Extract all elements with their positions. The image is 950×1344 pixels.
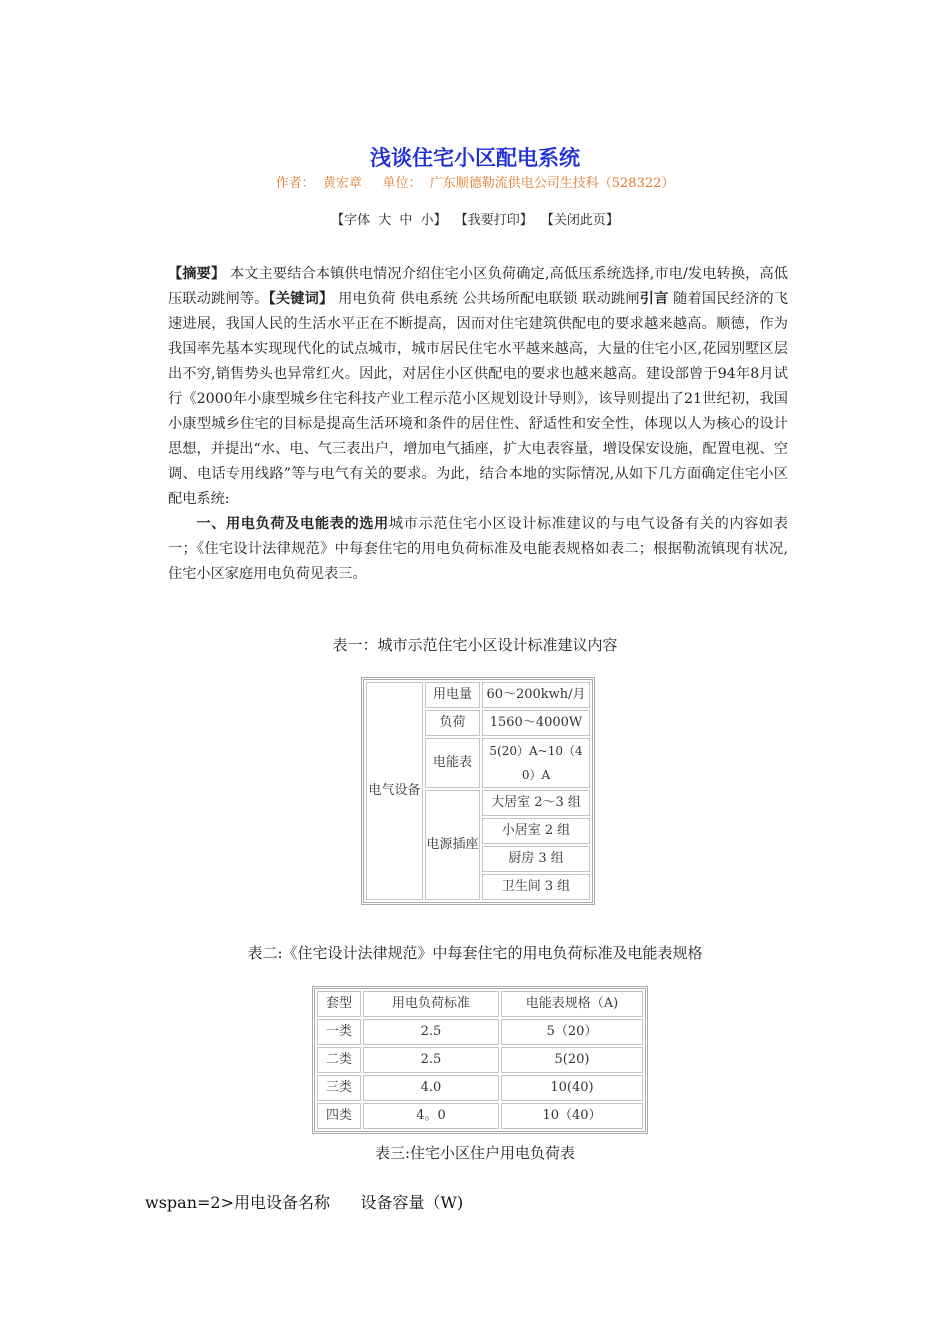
table1-caption: 表一：城市示范住宅小区设计标准建议内容 (332, 636, 618, 654)
table2 (312, 986, 648, 1134)
table2-cell: 4。0 (363, 1103, 499, 1129)
table1-socket-item: 卫生间 3 组 (482, 874, 590, 900)
abstract-paragraph (168, 262, 788, 512)
table2-cell: 5（20） (501, 1019, 643, 1045)
table2-cell: 2.5 (363, 1019, 499, 1045)
table1 (361, 677, 595, 905)
intro-text: 随着国民经济的飞速进展，我国人民的生活水平正在不断提高，因而对住宅建筑供配电的要求越来越高。顺德，作为我国率先基本实现现代化的试点城市，城市居民住宅水平越来越高，大量的住宅小区,花园别墅区层出不穷,销售势头也异常红火。因此，对居住小区供配电的要求也越来越高。建设部曾于94年8月试行《2000年小康型城乡住宅科技产业工程示范小区规划设计导则》，该导则提出了21世纪初，我国小康型城乡住宅的目标是提高生活环境和条件的居住性、舒适性和安全性，体现以人为核心的设计思想，并提出“水、电、气三表出户，增加电气插座，扩大电表容量，增设保安设施，配置电视、空调、电话专用线路”等与电气有关的要求。为此，结合本地的实际情况,从如下几方面确定住宅小区配电系统: (168, 291, 788, 507)
table1-row-label: 电能表 (425, 738, 480, 788)
table-row (317, 1019, 643, 1045)
table-row (317, 1047, 643, 1073)
table2-cell: 5(20) (501, 1047, 643, 1073)
table2-header-cell: 用电负荷标准 (363, 991, 499, 1017)
print-link[interactable]: 【我要打印】 (454, 213, 533, 228)
font-large-link[interactable]: 大 (378, 213, 392, 228)
table3-caption: 表三:住宅小区住户用电负荷表 (374, 1144, 576, 1162)
table2-header-row (317, 991, 643, 1017)
table1-group-cell: 电气设备 (366, 682, 423, 900)
section1-text: 城市示范住宅小区设计标准建议的与电气设备有关的内容如表一；《住宅设计法律规范》中每套住宅的用电负荷标准及电能表规格如表二；根据勒流镇现有状况,住宅小区家庭用电负荷见表三。 (168, 516, 788, 582)
table2-caption: 表二:《住宅设计法律规范》中每套住宅的用电负荷标准及电能表规格 (247, 944, 703, 962)
table1-row-value: 5(20）A~10（40）A (482, 738, 590, 788)
table2-cell: 4.0 (363, 1075, 499, 1101)
section1-paragraph (168, 512, 788, 587)
section1-heading: 一、用电负荷及电能表的选用 (196, 516, 389, 532)
table1-row-value: 60～200kwh/月 (482, 682, 590, 708)
table2-cell: 四类 (317, 1103, 361, 1129)
table2-cell: 二类 (317, 1047, 361, 1073)
keywords-text: 用电负荷 供电系统 公共场所配电联锁 联动跳闸 (333, 291, 640, 307)
table3-header-fragment: wspan=2>用电设备名称 设备容量（W) (145, 1193, 464, 1212)
table1-socket-item: 小居室 2 组 (482, 818, 590, 844)
table2-cell: 一类 (317, 1019, 361, 1045)
table1-socket-item: 大居室 2～3 组 (482, 790, 590, 816)
article-body (168, 262, 788, 587)
font-medium-link[interactable]: 中 (399, 213, 413, 228)
table2-cell: 2.5 (363, 1047, 499, 1073)
table1-row-label: 用电量 (425, 682, 480, 708)
abstract-text: 本文主要结合本镇供电情况介绍住宅小区负荷确定,高低压系统选择,市电/发电转换，高低压联动跳闸等。 (168, 266, 788, 307)
page-toolbar (0, 209, 950, 228)
table1-socket-item: 厨房 3 组 (482, 846, 590, 872)
page-title: 浅谈住宅小区配电系统 (370, 146, 580, 170)
table2-cell: 三类 (317, 1075, 361, 1101)
table1-row-label: 负荷 (425, 710, 480, 736)
table1-socket-label: 电源插座 (425, 790, 480, 900)
table2-cell: 10(40) (501, 1075, 643, 1101)
table2-header-cell: 电能表规格（A) (501, 991, 643, 1017)
font-small-link[interactable]: 小】 (420, 213, 447, 228)
table-row (317, 1103, 643, 1129)
table1-row-value: 1560～4000W (482, 710, 590, 736)
keywords-label: 【关键词】 (268, 291, 334, 307)
table2-header-cell: 套型 (317, 991, 361, 1017)
table-row (317, 1075, 643, 1101)
table2-cell: 10（40） (501, 1103, 643, 1129)
author-line: 作者： 黄宏章 单位： 广东顺德勒流供电公司生技科（528322） (275, 176, 675, 191)
intro-label: 引言 (639, 291, 669, 307)
close-page-link[interactable]: 【关闭此页】 (540, 213, 619, 228)
font-size-label: 【字体 (331, 213, 371, 228)
abstract-label: 【摘要】 (168, 266, 226, 282)
